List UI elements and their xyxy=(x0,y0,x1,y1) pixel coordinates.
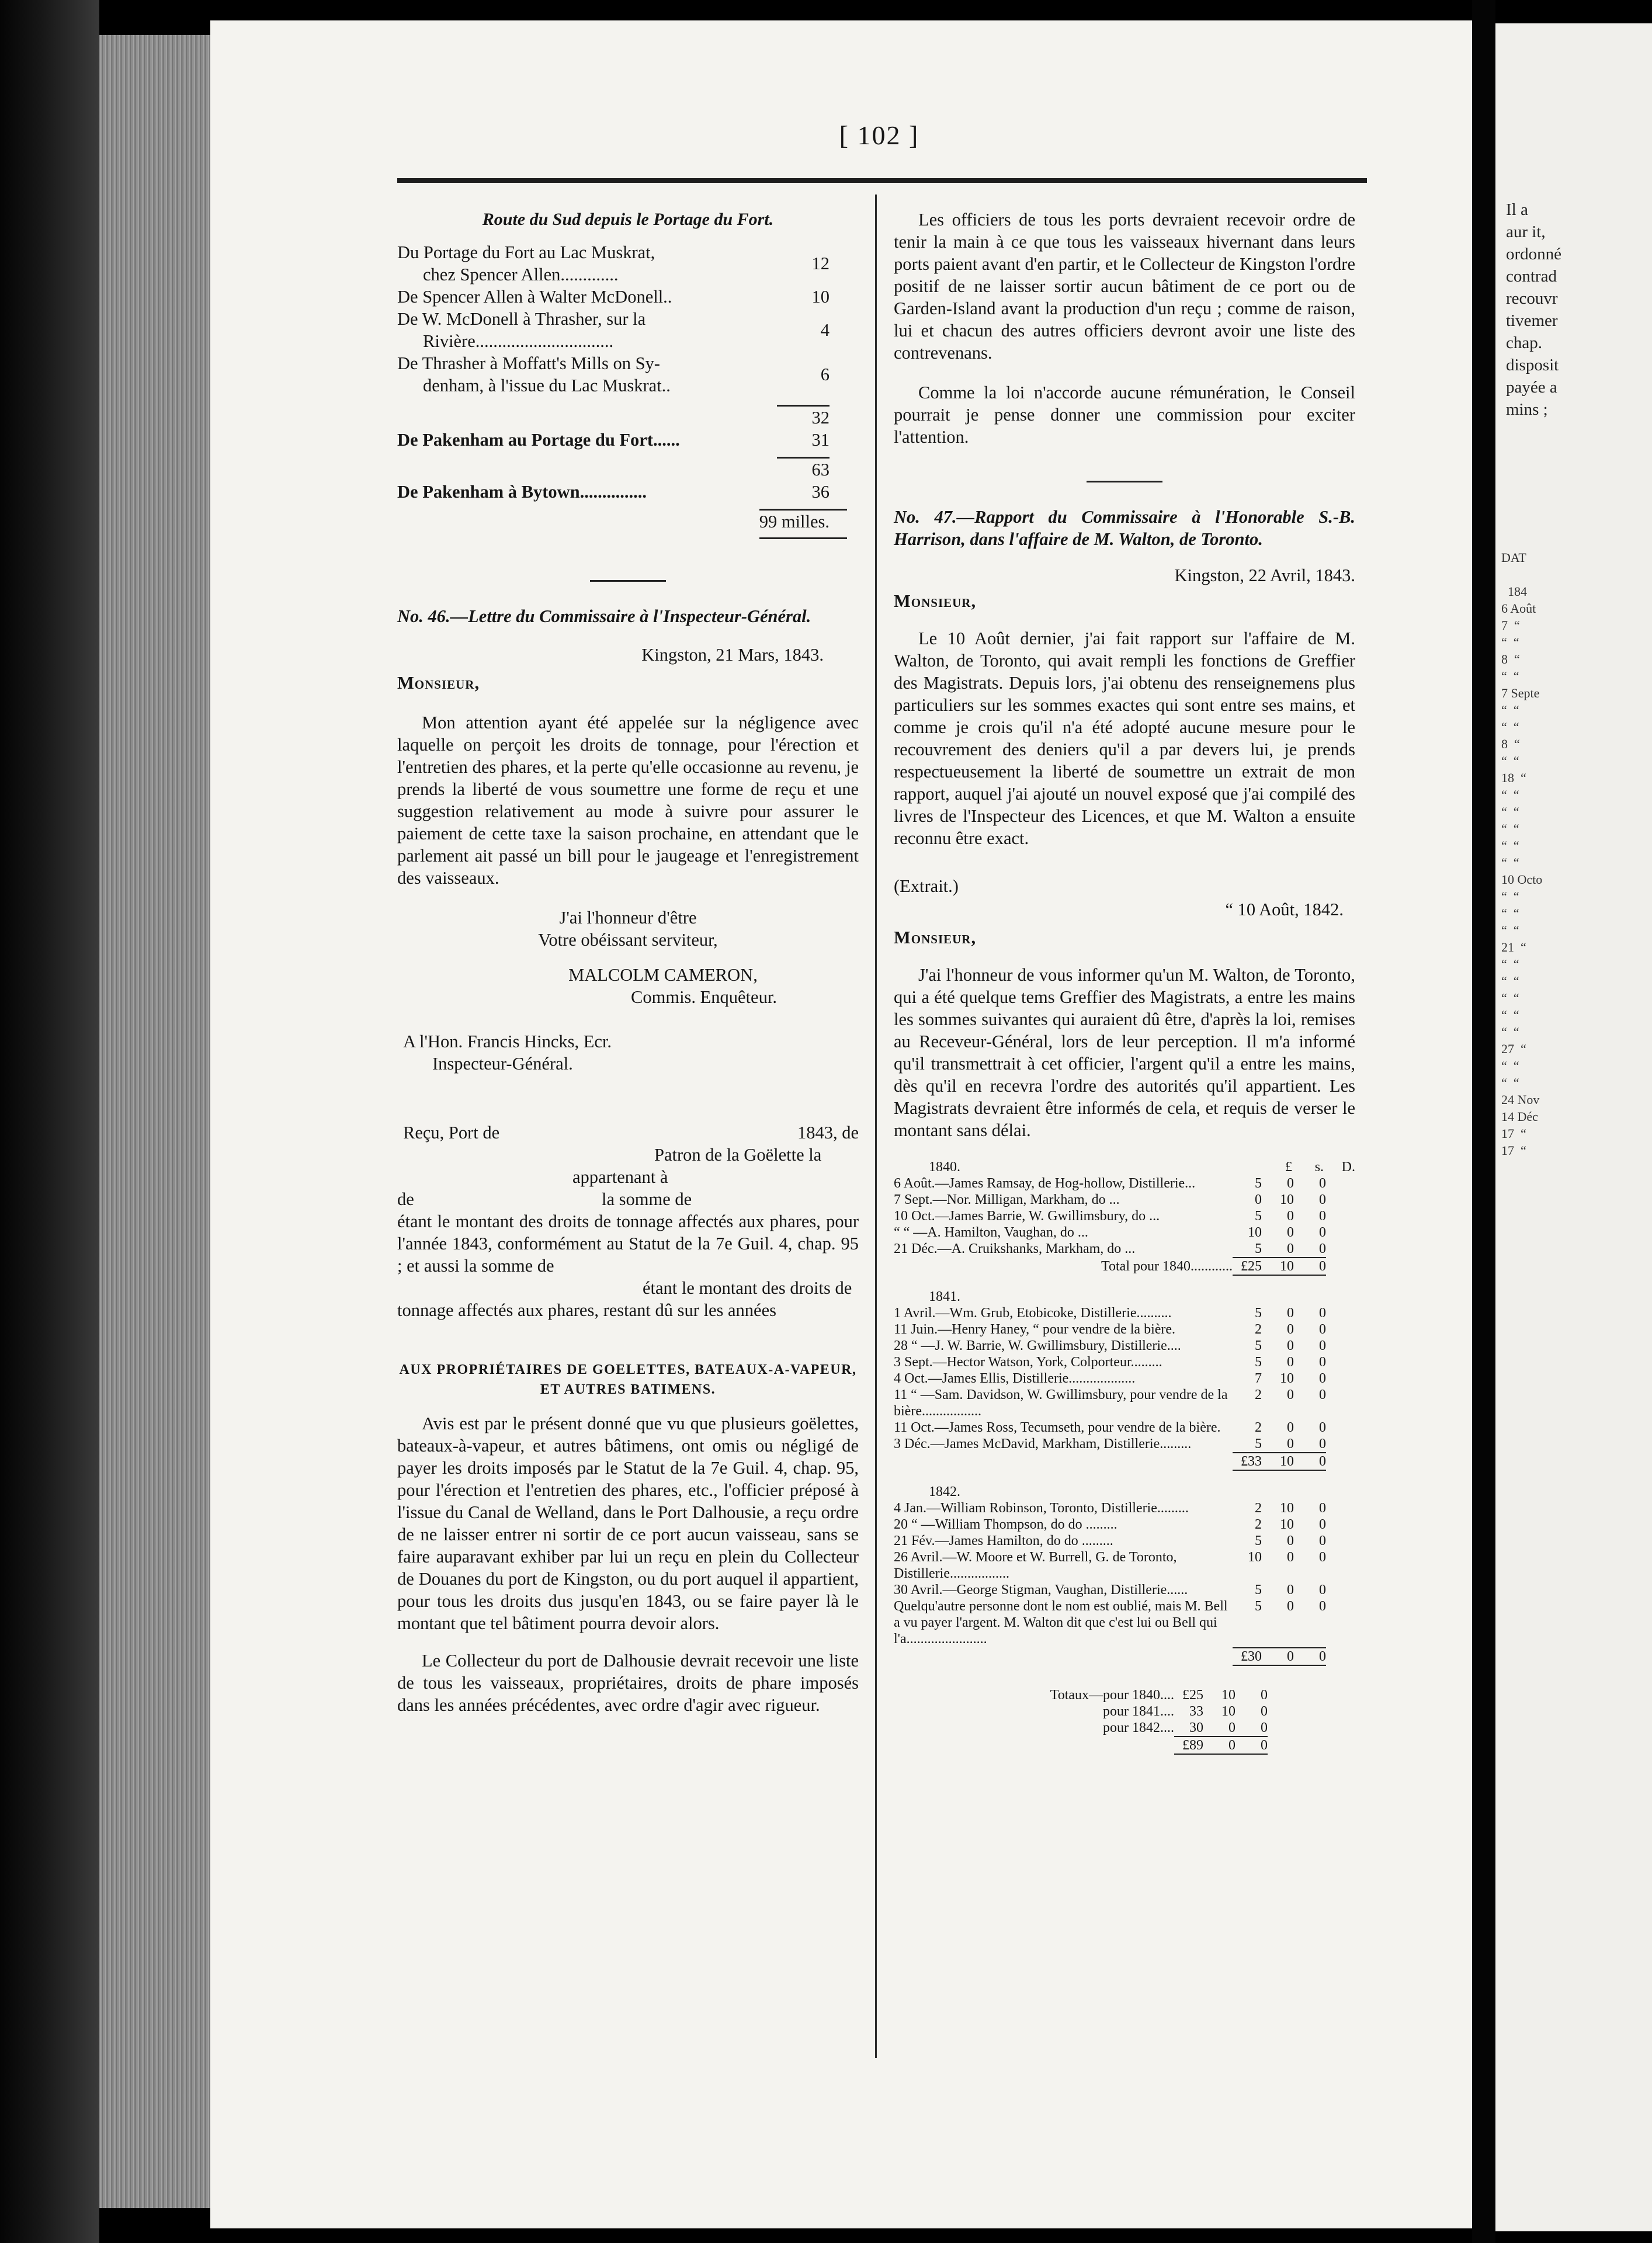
route-value: 4 xyxy=(820,320,830,340)
entry-description: 21 Déc.—A. Cruikshanks, Markham, do ... xyxy=(894,1241,1136,1256)
route-row xyxy=(397,429,859,451)
amount: 0 xyxy=(1228,1738,1235,1753)
table-row xyxy=(894,1175,1355,1192)
closing-line: Votre obéissant serviteur, xyxy=(538,930,718,950)
table-row xyxy=(894,1419,1355,1436)
column-rule xyxy=(875,195,877,2058)
col-header: £ xyxy=(1285,1159,1293,1175)
amount: 0 xyxy=(1287,1582,1294,1598)
amount: 5 xyxy=(1255,1599,1262,1614)
amount: 0 xyxy=(1319,1225,1326,1240)
entry-description: 4 Oct.—James Ellis, Distillerie................... xyxy=(894,1371,1136,1386)
amount: 0 xyxy=(1261,1688,1268,1703)
extract-label: (Extrait.) xyxy=(894,876,959,896)
route-line: denham, à l'issue du Lac Muskrat.. xyxy=(423,376,671,395)
grand-total-rule xyxy=(1174,1754,1268,1755)
entry-description: 1 Avril.—Wm. Grub, Etobicoke, Distillerie.......... xyxy=(894,1305,1172,1321)
amount: 0 xyxy=(1319,1649,1326,1664)
table-row xyxy=(894,1192,1355,1208)
extract-date: “ 10 Août, 1842. xyxy=(1225,900,1344,919)
route-value: 10 xyxy=(811,287,830,307)
table-row xyxy=(894,1533,1355,1549)
amount: 0 xyxy=(1319,1259,1326,1274)
receipt-text: étant le montant des droits de tonnage affectés aux phares, pour l'année 1843, conformément au Statut de la 7e Guil. 4, chap. 95 ; et aussi la somme de xyxy=(397,1211,859,1276)
amount: £89 xyxy=(1182,1738,1203,1753)
amount: 10 xyxy=(1248,1550,1262,1565)
entry-description: 28 “ —J. W. Barrie, W. Gwillimsbury, Distillerie.... xyxy=(894,1338,1181,1353)
header-rule xyxy=(397,178,1367,183)
route-row xyxy=(397,286,859,308)
letter-47-body: Le 10 Août dernier, j'ai fait rapport sur l'affaire de M. Walton, de Toronto, qui avait rempli les fonctions de Greffier des Magistrats. Depuis lors, j'ai obtenu des renseignemens plus particuliers sur les sommes exactes qui sont entre ses mains, et comme je crois qu'il n'a été adopté aucune mesure pour le recouvrement des deniers qu'il a par devers lui, je prends respectueusement la liberté de soumettre un extrait de mon rapport, auquel j'ai ajouté un nouvel exposé que j'ai compilé des livres de l'Inspecteur des Licences, et que M. Walton a ensuite reconnu être exact. xyxy=(894,629,1355,848)
amount: 10 xyxy=(1280,1517,1294,1532)
amount: 0 xyxy=(1287,1209,1294,1224)
route-line: chez Spencer Allen............. xyxy=(423,265,619,284)
salutation: Monsieur, xyxy=(397,673,480,693)
amount: 0 xyxy=(1319,1305,1326,1321)
route-line: De W. McDonell à Thrasher, sur la xyxy=(397,309,646,329)
receipt-text: étant le montant des droits de xyxy=(643,1278,852,1298)
route-value: 36 xyxy=(811,482,830,502)
totals-label: Totaux—pour 1840.... xyxy=(1050,1688,1174,1703)
amount: 0 xyxy=(1319,1501,1326,1516)
amount: 0 xyxy=(1261,1720,1268,1735)
entry-description: 7 Sept.—Nor. Milligan, Markham, do ... xyxy=(894,1192,1120,1207)
route-sum-value: 63 xyxy=(811,460,830,480)
right-column xyxy=(894,209,1355,1755)
route-line: De Spencer Allen à Walter McDonell.. xyxy=(397,287,672,307)
letter-46-body: Mon attention ayant été appelée sur la négligence avec laquelle on perçoit les droits de tonnage, pour l'érection et l'entretien des phares, et la perte qu'elle occasionne au revenu, je prends la liberté de vous soumettre une forme de reçu et une suggestion relativement au mode à suivre pour assurer le paiement de cette taxe la saison prochaine, en attendant que le parlement ait passé un bill pour le jaugeage et l'enregistrement des vaisseaux. xyxy=(397,713,859,888)
amount: 0 xyxy=(1319,1209,1326,1224)
amount: 0 xyxy=(1287,1649,1294,1664)
amount: 10 xyxy=(1221,1688,1235,1703)
page-content xyxy=(386,120,1373,2117)
route-title: Route du Sud depuis le Portage du Fort. xyxy=(482,210,774,229)
route-value: 6 xyxy=(820,364,830,384)
totals-label: pour 1842.... xyxy=(1103,1720,1174,1735)
amount: 0 xyxy=(1287,1420,1294,1435)
amount: 7 xyxy=(1255,1371,1262,1386)
entry-description: 10 Oct.—James Barrie, W. Gwillimsbury, do ... xyxy=(894,1209,1160,1224)
subtotal-rule xyxy=(1233,1665,1326,1666)
amount: 0 xyxy=(1319,1420,1326,1435)
entry-description: 4 Jan.—William Robinson, Toronto, Distillerie......... xyxy=(894,1501,1189,1516)
book-gutter xyxy=(1472,0,1495,2243)
amount: 0 xyxy=(1319,1599,1326,1614)
table-row xyxy=(894,1354,1355,1370)
accounts-table xyxy=(894,1159,1355,1666)
receipt-text: la somme de xyxy=(602,1189,692,1209)
next-page-fragment xyxy=(1495,23,1652,2231)
table-header xyxy=(894,1159,1355,1175)
extract-body: J'ai l'honneur de vous informer qu'un M. Walton, de Toronto, qui a été quelque tems Greffier des Magistrats, a entre les mains les sommes suivantes qui auraient dû être, d'après la loi, remises au Receveur-Général, lors de leur perception. Il m'a informé qu'il transmettrait à cet officier, l'argent qu'il a entre les mains, dès qu'il en recevra l'ordre des autorités qu'il appartient. Les Magistrats devraient être informés de cela, et requis de verser le montant sans délai. xyxy=(894,965,1355,1140)
amount: 0 xyxy=(1319,1371,1326,1386)
table-row xyxy=(894,1500,1355,1516)
right-paragraph: Comme la loi n'accorde aucune rémunération, le Conseil pourrait je pense donner une commission pour exciter l'attention. xyxy=(894,383,1355,447)
table-row xyxy=(894,1436,1355,1452)
amount: 5 xyxy=(1255,1305,1262,1321)
route-line: Rivière............................... xyxy=(423,331,614,351)
page-number: [ 102 ] xyxy=(839,120,919,150)
table-row xyxy=(894,1338,1355,1354)
receipt-text: appartenant à xyxy=(572,1167,668,1187)
table-row xyxy=(894,1241,1355,1257)
route-row xyxy=(397,241,859,286)
receipt-form xyxy=(397,1122,859,1321)
amount: 5 xyxy=(1255,1338,1262,1353)
route-total-value: 99 milles. xyxy=(759,512,830,532)
amount: 0 xyxy=(1287,1599,1294,1614)
table-row xyxy=(894,1208,1355,1224)
totals-row xyxy=(999,1720,1355,1736)
sum-rule xyxy=(759,537,847,539)
route-sum xyxy=(397,459,859,481)
table-header xyxy=(894,1289,1355,1305)
route-line: Du Portage du Fort au Lac Muskrat, xyxy=(397,242,655,262)
notice-title: AUX PROPRIÉTAIRES DE GOELETTES, BATEAUX-A-VAPEUR, ET AUTRES BATIMENS. xyxy=(399,1362,857,1397)
amount: 2 xyxy=(1255,1322,1262,1337)
route-value: 31 xyxy=(811,430,830,450)
totals-row xyxy=(999,1703,1355,1720)
subtotal-rule xyxy=(1233,1470,1326,1471)
receipt-text: Patron de la Goëlette la xyxy=(654,1145,822,1165)
receipt-line xyxy=(397,1188,859,1210)
amount: 0 xyxy=(1287,1355,1294,1370)
amount: 0 xyxy=(1287,1176,1294,1191)
amount: £30 xyxy=(1241,1649,1262,1664)
closing-line: J'ai l'honneur d'être xyxy=(559,908,697,928)
table-header xyxy=(894,1484,1355,1500)
amount: 2 xyxy=(1255,1501,1262,1516)
entry-description: 30 Avril.—George Stigman, Vaughan, Distillerie...... xyxy=(894,1582,1188,1598)
route-sum xyxy=(397,407,859,429)
amount: 0 xyxy=(1287,1436,1294,1452)
salutation: Monsieur, xyxy=(894,928,977,947)
entry-description: 20 “ —William Thompson, do do ......... xyxy=(894,1517,1117,1532)
amount: 10 xyxy=(1280,1371,1294,1386)
amount: 10 xyxy=(1248,1225,1262,1240)
section-separator xyxy=(1087,481,1162,482)
table-row xyxy=(894,1258,1355,1275)
amount: 2 xyxy=(1255,1420,1262,1435)
amount: 5 xyxy=(1255,1355,1262,1370)
amount: 0 xyxy=(1287,1241,1294,1256)
amount: 0 xyxy=(1319,1322,1326,1337)
book-page-edges xyxy=(99,35,210,2208)
rows-1840 xyxy=(894,1175,1355,1257)
notice-body: Avis est par le présent donné que vu que plusieurs goëlettes, bateaux-à-vapeur, et autres bâtimens, ont omis ou négligé de payer les droits imposés par le Statut de la 7e Guil. 4, chap. 95, pour l'érection et l'entretien des phares, etc., l'officier préposé à l'issue du Canal de Welland, dans le Port Dalhousie, a reçu ordre de ne laisser entrer ni sortir de ce port aucun vaisseau, sans se faire auparavant exhiber par lui un reçu en plein du Collecteur de Douanes du port de Kingston, ou du port auquel il appartient, pour tous les droits dus jusqu'en 1843, ou se faire payer là le montant que tel bâtiment pourra devoir alors. xyxy=(397,1414,859,1633)
table-row xyxy=(894,1453,1355,1470)
amount: 0 xyxy=(1319,1355,1326,1370)
amount: 10 xyxy=(1221,1704,1235,1719)
table-row xyxy=(894,1648,1355,1665)
amount: 0 xyxy=(1255,1192,1262,1207)
addressee: A l'Hon. Francis Hincks, Ecr. xyxy=(403,1032,612,1051)
totals-rows xyxy=(999,1687,1355,1736)
subtotal-rule xyxy=(1233,1275,1326,1276)
amount: 0 xyxy=(1319,1582,1326,1598)
route-value: 12 xyxy=(811,254,830,273)
route-sum-value: 32 xyxy=(811,408,830,428)
amount: 30 xyxy=(1189,1720,1203,1735)
amount: 0 xyxy=(1319,1387,1326,1402)
amount: 10 xyxy=(1280,1501,1294,1516)
amount: 0 xyxy=(1261,1738,1268,1753)
amount: 0 xyxy=(1319,1533,1326,1548)
section-separator xyxy=(590,580,666,582)
amount: 0 xyxy=(1319,1550,1326,1565)
receipt-text: Reçu, Port de xyxy=(403,1123,500,1143)
entry-description: 11 “ —Sam. Davidson, W. Gwillimsbury, pour vendre de la bière................. xyxy=(894,1387,1228,1419)
salutation: Monsieur, xyxy=(894,591,977,611)
route-line: De Pakenham au Portage du Fort...... xyxy=(397,430,680,450)
table-row xyxy=(894,1582,1355,1598)
amount: 2 xyxy=(1255,1387,1262,1402)
totals-label: pour 1841.... xyxy=(1103,1704,1174,1719)
left-column xyxy=(397,209,859,1716)
grand-total xyxy=(999,1737,1355,1754)
year-label: 1840. xyxy=(929,1159,960,1175)
amount: £25 xyxy=(1241,1259,1262,1274)
totals-row xyxy=(999,1687,1355,1703)
totals-block xyxy=(999,1687,1355,1755)
amount: 0 xyxy=(1287,1225,1294,1240)
amount: 0 xyxy=(1287,1305,1294,1321)
next-page-column: DAT 184 6 Août 7 “ “ “ 8 “ “ “ 7 Septe “ “ “ “ 8 “ “ “ 18 “ “ “ “ “ “ “ “ “ “ “ 10 Octo “ “ “ “ “ “ 21 “ “ “ “ “ “ “ “ “ “ “ 27 “ “ “ “ “ 24 Nov 14 Déc 17 “ 17 “ xyxy=(1501,550,1543,1158)
next-page-text: Il a aur it, ordonné contrad recouvr tivemer chap. disposit payée a mins ; xyxy=(1506,200,1562,419)
entry-description: 3 Sept.—Hector Watson, York, Colporteur......... xyxy=(894,1355,1162,1370)
route-line: De Pakenham à Bytown............... xyxy=(397,482,647,502)
table-row xyxy=(894,1321,1355,1338)
right-paragraph: Les officiers de tous les ports devraient recevoir ordre de tenir la main à ce que tous les vaisseaux hivernant dans leurs ports paient avant d'en partir, et le Collecteur de Kingston l'ordre positif de ne laisser sortir aucun bâtiment de ce port ou de Garden-Island avant la production d'un reçu ; comme de raison, lui et chacun des autres officiers devront avoir une liste des contrevenans. xyxy=(894,210,1355,363)
route-line: De Thrasher à Moffatt's Mills on Sy- xyxy=(397,353,660,373)
amount: 10 xyxy=(1280,1454,1294,1469)
receipt-text: de xyxy=(397,1189,414,1209)
entry-description: “ “ —A. Hamilton, Vaughan, do ... xyxy=(894,1225,1088,1240)
amount: 0 xyxy=(1287,1550,1294,1565)
entry-description: Quelqu'autre personne dont le nom est oublié, mais M. Bell a vu payer l'argent. M. Walton dit que c'est lui ou Bell qui l'a....................... xyxy=(894,1599,1228,1647)
entry-description: 6 Août.—James Ramsay, de Hog-hollow, Distillerie... xyxy=(894,1176,1196,1191)
amount: 0 xyxy=(1228,1720,1235,1735)
scan-border-left xyxy=(0,0,99,2243)
addressee: Inspecteur-Général. xyxy=(432,1054,573,1074)
amount: £33 xyxy=(1241,1454,1262,1469)
amount: 0 xyxy=(1319,1192,1326,1207)
amount: £25 xyxy=(1182,1688,1203,1703)
entry-description: 3 Déc.—James McDavid, Markham, Distillerie......... xyxy=(894,1436,1192,1452)
entry-description: 26 Avril.—W. Moore et W. Burrell, G. de Toronto, Distillerie................. xyxy=(894,1550,1177,1581)
letter-47-date: Kingston, 22 Avril, 1843. xyxy=(1174,565,1355,585)
table-row xyxy=(894,1387,1355,1419)
amount: 0 xyxy=(1319,1436,1326,1452)
amount: 10 xyxy=(1280,1259,1294,1274)
receipt-text: tonnage affectés aux phares, restant dû sur les années xyxy=(397,1300,777,1320)
amount: 5 xyxy=(1255,1582,1262,1598)
rows-1842 xyxy=(894,1500,1355,1647)
notice-body: Le Collecteur du port de Dalhousie devrait recevoir une liste de tous les vaisseaux, propriétaires, droits de phare imposés dans les années précédentes, avec ordre d'agir avec rigueur. xyxy=(397,1651,859,1715)
receipt-line xyxy=(397,1122,859,1144)
letter-46-date: Kingston, 21 Mars, 1843. xyxy=(641,645,824,665)
route-row xyxy=(397,352,859,397)
receipt-text: 1843, de xyxy=(797,1123,859,1143)
amount: 0 xyxy=(1287,1338,1294,1353)
table-row xyxy=(894,1549,1355,1582)
route-total xyxy=(397,511,859,533)
route-row xyxy=(397,481,859,503)
entry-description: 21 Fév.—James Hamilton, do do ......... xyxy=(894,1533,1113,1548)
amount: 5 xyxy=(1255,1176,1262,1191)
table-row xyxy=(894,1305,1355,1321)
signer-name: MALCOLM CAMERON, xyxy=(568,965,758,985)
amount: 0 xyxy=(1319,1176,1326,1191)
amount: 0 xyxy=(1287,1387,1294,1402)
table-row xyxy=(894,1516,1355,1533)
col-header: D. xyxy=(1341,1159,1355,1175)
year-label: 1841. xyxy=(929,1289,960,1304)
amount: 0 xyxy=(1261,1704,1268,1719)
amount: 0 xyxy=(1319,1454,1326,1469)
amount: 5 xyxy=(1255,1436,1262,1452)
year-label: 1842. xyxy=(929,1484,960,1499)
amount: 0 xyxy=(1319,1241,1326,1256)
amount: 0 xyxy=(1287,1533,1294,1548)
letter-46-title: No. 46.—Lettre du Commissaire à l'Inspecteur-Général. xyxy=(397,606,811,626)
table-row xyxy=(894,1224,1355,1241)
amount: 0 xyxy=(1319,1517,1326,1532)
entry-description: 11 Oct.—James Ross, Tecumseth, pour vendre de la bière. xyxy=(894,1420,1221,1435)
amount: 5 xyxy=(1255,1209,1262,1224)
table-row xyxy=(894,1370,1355,1387)
amount: 10 xyxy=(1280,1192,1294,1207)
amount: 5 xyxy=(1255,1533,1262,1548)
col-header: s. xyxy=(1314,1159,1324,1175)
amount: 0 xyxy=(1287,1322,1294,1337)
table-row xyxy=(894,1598,1355,1647)
entry-description: 11 Juin.—Henry Haney, “ pour vendre de la bière. xyxy=(894,1322,1176,1337)
amount: 2 xyxy=(1255,1517,1262,1532)
signer-title: Commis. Enquêteur. xyxy=(631,987,777,1007)
total-label: Total pour 1840............ xyxy=(1101,1259,1233,1274)
amount: 0 xyxy=(1319,1338,1326,1353)
route-row xyxy=(397,308,859,352)
letter-47-title: No. 47.—Rapport du Commissaire à l'Honorable S.-B. Harrison, dans l'affaire de M. Walton, de Toronto. xyxy=(894,507,1355,549)
amount: 33 xyxy=(1189,1704,1203,1719)
rows-1841 xyxy=(894,1305,1355,1452)
amount: 5 xyxy=(1255,1241,1262,1256)
